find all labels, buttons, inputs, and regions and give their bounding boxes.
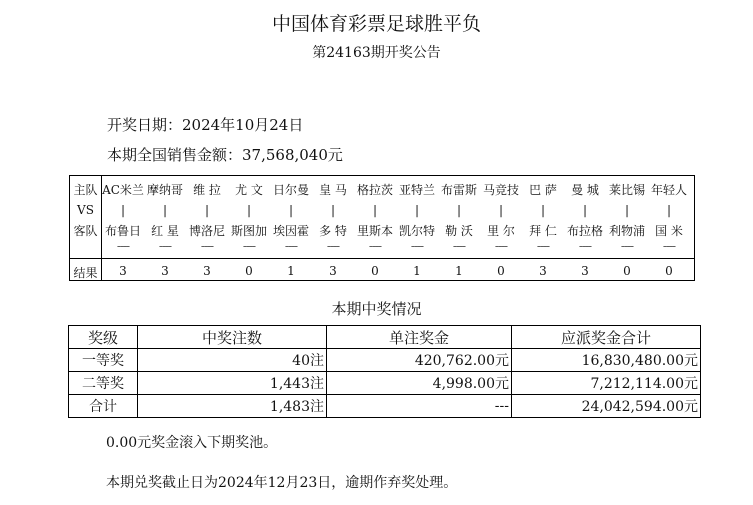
match-result: 3 [203, 264, 211, 278]
dash-line: ---- [452, 239, 466, 253]
match-column [312, 176, 354, 280]
vs-bar: | [414, 203, 420, 217]
away-team: 斯图加 [230, 224, 267, 238]
label-vs: VS [77, 203, 94, 217]
vs-bar: | [582, 203, 588, 217]
header-single: 单注奖金 [327, 326, 512, 349]
match-result: 1 [287, 264, 295, 278]
vs-bar: | [498, 203, 504, 217]
dash-line: ---- [116, 239, 130, 253]
match-table [69, 175, 695, 281]
prize-count: 40注 [138, 349, 327, 372]
home-team: 亚特兰 [398, 183, 435, 197]
home-team: 马竞技 [482, 183, 519, 197]
dash-line: ---- [410, 239, 424, 253]
away-team: 里 尔 [487, 224, 515, 238]
vs-bar: | [666, 203, 672, 217]
prize-level: 一等奖 [69, 349, 138, 372]
dash-line: ---- [536, 239, 550, 253]
vs-bar: | [246, 203, 252, 217]
home-team: 布雷斯 [440, 183, 477, 197]
home-team: 莱比锡 [608, 183, 645, 197]
home-team: 皇 马 [319, 183, 347, 197]
away-team: 布拉格 [566, 224, 603, 238]
match-column [270, 176, 312, 280]
deadline-note: 本期兑奖截止日为2024年12月23日，逾期作弃奖处理。 [106, 475, 458, 491]
dash-line: ---- [368, 239, 382, 253]
match-column [354, 176, 396, 280]
header-total: 应派奖金合计 [512, 326, 701, 349]
match-result: 1 [413, 264, 421, 278]
prize-header-row [69, 326, 701, 349]
label-result: 结果 [73, 266, 98, 280]
prize-total: 7,212,114.00元 [512, 372, 701, 395]
dash-line: ---- [494, 239, 508, 253]
match-column [228, 176, 270, 280]
dash-line: ---- [578, 239, 592, 253]
home-team: 年轻人 [650, 183, 687, 197]
away-team: 博洛尼 [188, 224, 225, 238]
header-count: 中奖注数 [138, 326, 327, 349]
dash-line: ---- [620, 239, 634, 253]
table-row [69, 349, 701, 372]
match-result: 0 [497, 264, 505, 278]
sales-amount: 本期全国销售金额：37,568,040元 [107, 146, 343, 164]
home-team: 巴 萨 [529, 183, 557, 197]
match-result: 0 [245, 264, 253, 278]
away-team: 多 特 [319, 224, 347, 238]
prize-level: 合计 [69, 395, 138, 418]
away-team: 拜 仁 [529, 224, 557, 238]
prize-single: 420,762.00元 [327, 349, 512, 372]
draw-number: 第24163期开奖公告 [312, 45, 441, 61]
vs-bar: | [162, 203, 168, 217]
away-team: 埃因霍 [272, 224, 309, 238]
vs-bar: | [330, 203, 336, 217]
home-team: 摩纳哥 [146, 183, 183, 197]
prize-level: 二等奖 [69, 372, 138, 395]
away-team: 里斯本 [356, 224, 393, 238]
away-team: 勒 沃 [445, 224, 473, 238]
match-result: 0 [665, 264, 673, 278]
header-level: 奖级 [69, 326, 138, 349]
match-result: 1 [455, 264, 463, 278]
match-column [144, 176, 186, 280]
away-team: 国 米 [655, 224, 683, 238]
home-team: 格拉茨 [356, 183, 393, 197]
vs-bar: | [372, 203, 378, 217]
row-labels [70, 176, 102, 280]
match-column [606, 176, 648, 280]
prize-section-title: 本期中奖情况 [331, 300, 422, 318]
match-column [438, 176, 480, 280]
draw-date: 开奖日期：2024年10月24日 [107, 116, 304, 134]
match-result: 3 [581, 264, 589, 278]
dash-line: ---- [284, 239, 298, 253]
prize-count: 1,443注 [138, 372, 327, 395]
dash-line: ---- [326, 239, 340, 253]
match-result: 3 [119, 264, 127, 278]
prize-total: 16,830,480.00元 [512, 349, 701, 372]
match-column [522, 176, 564, 280]
away-team: 布鲁日 [104, 224, 141, 238]
match-result: 3 [161, 264, 169, 278]
dash-line: ---- [662, 239, 676, 253]
vs-bar: | [624, 203, 630, 217]
away-team: 凯尔特 [398, 224, 435, 238]
rollover-note: 0.00元奖金滚入下期奖池。 [106, 435, 278, 451]
home-team: 维 拉 [193, 183, 221, 197]
prize-table [68, 325, 701, 418]
away-team: 红 星 [151, 224, 179, 238]
match-column [102, 176, 144, 280]
vs-bar: | [540, 203, 546, 217]
result-divider [70, 258, 694, 259]
match-column [480, 176, 522, 280]
match-column [564, 176, 606, 280]
match-column [396, 176, 438, 280]
label-away: 客队 [73, 224, 98, 238]
table-row [69, 372, 701, 395]
home-team: 尤 文 [235, 183, 263, 197]
vs-bar: | [204, 203, 210, 217]
home-team: AC米兰 [102, 183, 144, 197]
match-result: 0 [371, 264, 379, 278]
vs-bar: | [288, 203, 294, 217]
prize-single: --- [327, 395, 512, 418]
dash-line: ---- [200, 239, 214, 253]
away-team: 利物浦 [608, 224, 645, 238]
match-columns [102, 176, 694, 280]
home-team: 日尔曼 [272, 183, 309, 197]
match-result: 0 [623, 264, 631, 278]
vs-bar: | [456, 203, 462, 217]
match-column [186, 176, 228, 280]
dash-line: ---- [158, 239, 172, 253]
match-result: 3 [329, 264, 337, 278]
page-title: 中国体育彩票足球胜平负 [271, 13, 481, 35]
table-row [69, 395, 701, 418]
home-team: 曼 城 [571, 183, 599, 197]
prize-total: 24,042,594.00元 [512, 395, 701, 418]
match-result: 3 [539, 264, 547, 278]
prize-single: 4,998.00元 [327, 372, 512, 395]
prize-count: 1,483注 [138, 395, 327, 418]
match-column [648, 176, 690, 280]
dash-line: ---- [242, 239, 256, 253]
vs-bar: | [120, 203, 126, 217]
label-home: 主队 [73, 183, 98, 197]
